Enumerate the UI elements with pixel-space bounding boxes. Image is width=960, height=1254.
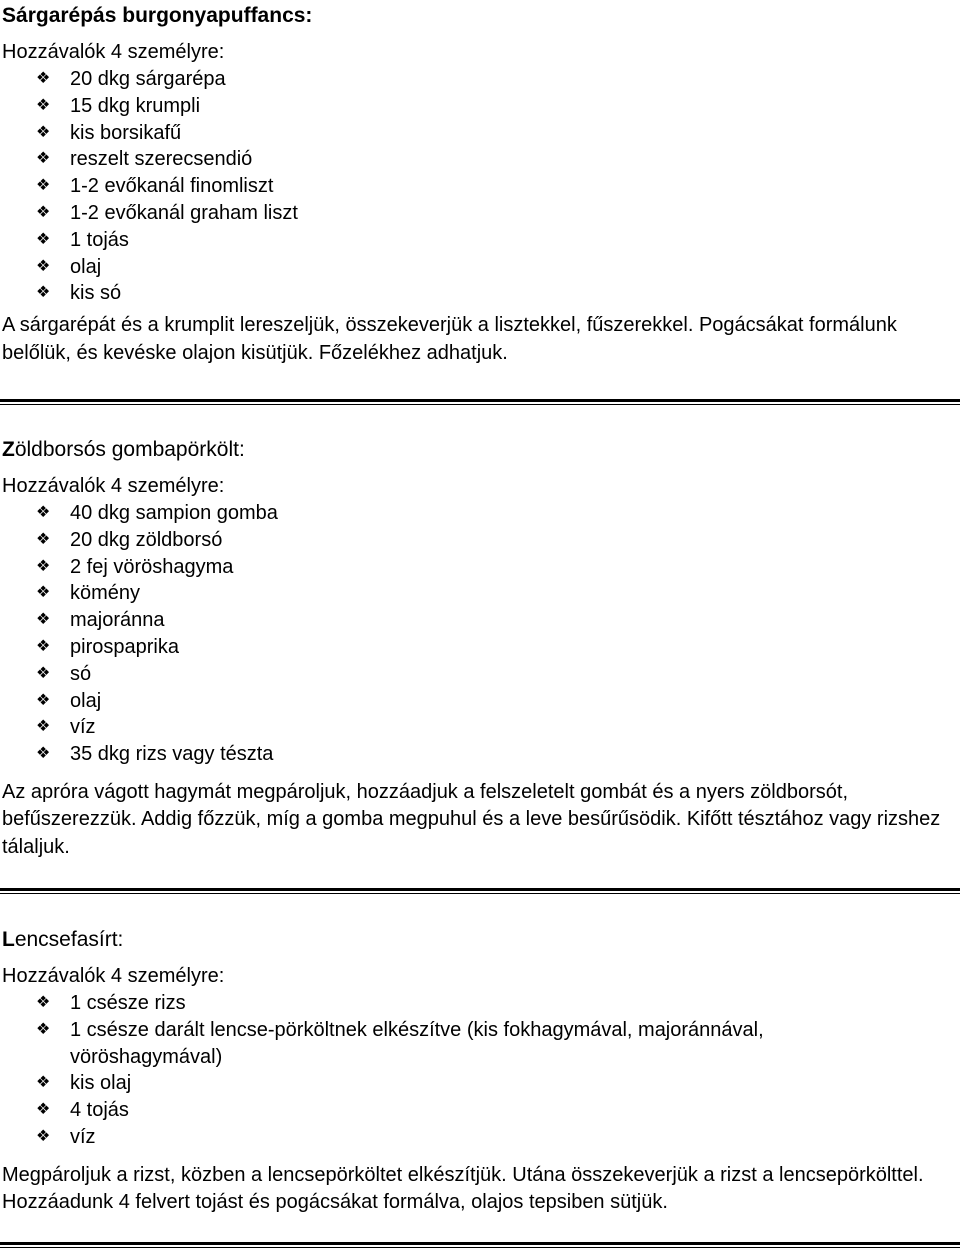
- recipe-title: [2, 926, 960, 954]
- bullet-icon: ❖: [36, 150, 51, 168]
- bullet-icon: ❖: [36, 745, 51, 763]
- bullet-icon: ❖: [36, 504, 51, 521]
- bullet-icon: ❖: [36, 664, 51, 682]
- list-item: [0, 500, 960, 527]
- recipe-zoldborsos-gombaporkolt: [0, 436, 960, 861]
- list-item: [0, 254, 960, 281]
- list-item: [0, 173, 960, 200]
- list-item: [0, 661, 960, 688]
- recipe-title: [2, 436, 960, 464]
- bullet-icon: ❖: [36, 203, 51, 221]
- bullet-icon: ❖: [36, 70, 51, 87]
- ingredient-text: reszelt szerecsendió: [70, 148, 253, 171]
- ingredient-text: 4 tojás: [70, 1099, 129, 1122]
- list-item: [0, 280, 960, 307]
- ingredient-text: 15 dkg krumpli: [70, 94, 201, 117]
- list-item: [0, 146, 960, 173]
- bullet-icon: ❖: [36, 691, 51, 709]
- recipe-title-rest: öldborsós gombapörkölt:: [14, 438, 245, 461]
- bullet-icon: ❖: [36, 1020, 51, 1038]
- ingredient-text: 20 dkg zöldborsó: [70, 528, 223, 551]
- ingredient-text: 1-2 evőkanál finomliszt: [70, 175, 274, 198]
- ingredient-list: [0, 990, 960, 1151]
- list-item: [0, 1017, 870, 1071]
- ingredient-text: kömény: [70, 582, 141, 605]
- list-item: [0, 990, 960, 1017]
- ingredient-text: kis só: [70, 282, 122, 305]
- bullet-icon: ❖: [36, 994, 51, 1011]
- ingredient-text: víz: [70, 1125, 96, 1148]
- ingredient-text: olaj: [70, 255, 102, 278]
- bullet-icon: ❖: [36, 530, 51, 548]
- section-divider: [0, 399, 960, 406]
- recipe-subtitle: Hozzávalók 4 személyre:: [2, 475, 225, 497]
- bullet-icon: ❖: [36, 1127, 51, 1145]
- list-item: [0, 634, 960, 661]
- ingredient-text: 1 tojás: [70, 228, 129, 251]
- recipe-title: [2, 2, 960, 30]
- ingredient-text: víz: [70, 716, 96, 739]
- recipe-subtitle: Hozzávalók 4 személyre:: [2, 965, 225, 987]
- list-item: [0, 93, 960, 120]
- list-item: [0, 714, 960, 741]
- list-item: [0, 688, 960, 715]
- ingredient-text: olaj: [70, 689, 102, 712]
- recipe-subtitle: Hozzávalók 4 személyre:: [2, 41, 225, 63]
- recipe-description: Megpároljuk a rizst, közben a lencsepörköltet elkészítjük. Utána összekeverjük a rizst a lencsepörkölttel. Hozzáadunk 4 felvert tojást és pogácsákat formálva, olajos tepsiben sütjük.: [2, 1163, 924, 1214]
- ingredient-text: só: [70, 662, 92, 685]
- list-item: [0, 607, 960, 634]
- bullet-icon: ❖: [36, 230, 51, 248]
- bullet-icon: ❖: [36, 584, 51, 602]
- list-item: [0, 200, 960, 227]
- list-item: [0, 741, 960, 768]
- list-item: [0, 554, 960, 581]
- ingredient-text: 20 dkg sárgarépa: [70, 68, 226, 90]
- bullet-icon: ❖: [36, 1101, 51, 1119]
- ingredient-list: [0, 66, 960, 307]
- bullet-icon: ❖: [36, 257, 51, 275]
- recipe-title-rest: árgarépás burgonyapuffancs:: [16, 4, 313, 27]
- recipe-sargarepas-burgonyapuffancs: [0, 2, 960, 367]
- bullet-icon: ❖: [36, 284, 51, 302]
- ingredient-text: 1 csésze rizs: [70, 992, 186, 1014]
- list-item: [0, 527, 960, 554]
- ingredient-text: kis olaj: [70, 1072, 132, 1095]
- bullet-icon: ❖: [36, 177, 51, 195]
- ingredient-text: 40 dkg sampion gomba: [70, 502, 278, 524]
- bullet-icon: ❖: [36, 1074, 51, 1092]
- ingredient-text: 1 csésze darált lencse-pörköltnek elkészítve (kis fokhagymával, majoránnával, vöröshagymával): [70, 1018, 764, 1068]
- ingredient-text: majoránna: [70, 609, 165, 632]
- section-divider: [0, 1242, 960, 1249]
- bullet-icon: ❖: [36, 718, 51, 736]
- section-divider: [0, 888, 960, 895]
- list-item: [0, 1070, 960, 1097]
- list-item: [0, 227, 960, 254]
- bullet-icon: ❖: [36, 123, 51, 141]
- list-item: [0, 1124, 960, 1151]
- list-item: [0, 66, 960, 93]
- recipe-title-initial: L: [2, 928, 15, 951]
- list-item: [0, 120, 960, 147]
- list-item: [0, 580, 960, 607]
- ingredient-list: [0, 500, 960, 768]
- ingredient-text: kis borsikafű: [70, 121, 182, 144]
- recipe-title-rest: encsefasírt:: [14, 928, 124, 951]
- bullet-icon: ❖: [36, 637, 51, 655]
- ingredient-text: 2 fej vöröshagyma: [70, 555, 234, 578]
- recipe-lencsefasirt: [0, 926, 960, 1217]
- bullet-icon: ❖: [36, 96, 51, 114]
- recipe-description: A sárgarépát és a krumplit lereszeljük, összekeverjük a lisztekkel, fűszerekkel. Pogácsákat formálunk belőlük, és kevéske olajon kisütjük. Főzelékhez adhatjuk.: [2, 314, 897, 364]
- recipe-title-initial: Z: [2, 438, 15, 461]
- recipe-title-initial: S: [2, 4, 17, 27]
- recipe-description: Az apróra vágott hagymát megpároljuk, hozzáadjuk a felszeletelt gombát és a nyers zöldborsót, befűszerezzük. Addig főzzük, míg a gomba megpuhul és a leve besűrűsödik. Kifőtt tésztához vagy rizshez tálaljuk.: [2, 780, 941, 858]
- ingredient-text: pirospaprika: [70, 635, 179, 658]
- bullet-icon: ❖: [36, 557, 51, 575]
- list-item: [0, 1097, 960, 1124]
- bullet-icon: ❖: [36, 611, 51, 629]
- ingredient-text: 35 dkg rizs vagy tészta: [70, 743, 274, 766]
- ingredient-text: 1-2 evőkanál graham liszt: [70, 201, 298, 224]
